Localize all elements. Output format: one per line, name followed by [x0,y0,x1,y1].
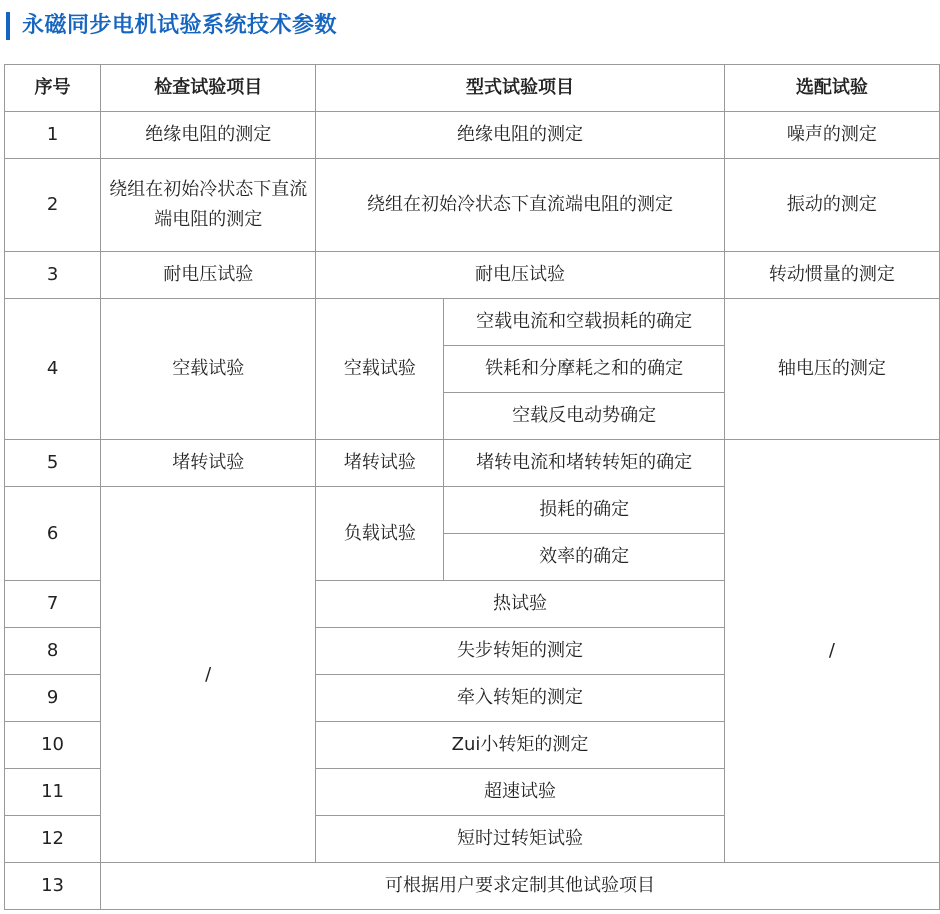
cell-optional-na: / [724,440,939,863]
cell-no: 7 [5,581,101,628]
cell-no: 8 [5,628,101,675]
cell-optional: 轴电压的测定 [724,299,939,440]
table-row [5,252,940,299]
cell-no: 12 [5,816,101,863]
cell-inspection: 空载试验 [101,299,316,440]
cell-no: 2 [5,159,101,252]
cell-inspection: 绝缘电阻的测定 [101,112,316,159]
cell-type-test: 绕组在初始冷状态下直流端电阻的测定 [316,159,724,252]
cell-no: 6 [5,487,101,581]
cell-type-group: 负载试验 [316,487,444,581]
cell-type-test: 失步转矩的测定 [316,628,724,675]
cell-inspection: 绕组在初始冷状态下直流端电阻的测定 [101,159,316,252]
cell-type-sub: 损耗的确定 [444,487,724,534]
cell-no: 3 [5,252,101,299]
header-optional: 选配试验 [724,65,939,112]
cell-type-sub: 空载反电动势确定 [444,393,724,440]
cell-inspection: 耐电压试验 [101,252,316,299]
cell-type-test: 超速试验 [316,769,724,816]
cell-inspection-na: / [101,487,316,863]
header-inspection: 检查试验项目 [101,65,316,112]
cell-merged: 可根据用户要求定制其他试验项目 [101,863,940,910]
cell-no: 10 [5,722,101,769]
table-row [5,112,940,159]
table-row [5,440,940,487]
cell-type-test: 耐电压试验 [316,252,724,299]
header-no: 序号 [5,65,101,112]
cell-type-group: 堵转试验 [316,440,444,487]
cell-type-test: 绝缘电阻的测定 [316,112,724,159]
cell-no: 13 [5,863,101,910]
cell-type-sub: 空载电流和空载损耗的确定 [444,299,724,346]
cell-type-sub: 铁耗和分摩耗之和的确定 [444,346,724,393]
cell-type-test: Zui小转矩的测定 [316,722,724,769]
cell-no: 9 [5,675,101,722]
cell-optional: 转动惯量的测定 [724,252,939,299]
page-title: 永磁同步电机试验系统技术参数 [22,13,338,38]
table-row [5,299,940,346]
header-type-test: 型式试验项目 [316,65,724,112]
cell-optional: 噪声的测定 [724,112,939,159]
cell-type-test: 热试验 [316,581,724,628]
title-accent-bar [6,12,10,40]
cell-no: 5 [5,440,101,487]
spec-table [4,64,940,910]
table-row [5,863,940,910]
cell-optional: 振动的测定 [724,159,939,252]
cell-type-sub: 堵转电流和堵转转矩的确定 [444,440,724,487]
cell-no: 1 [5,112,101,159]
cell-type-test: 牵入转矩的测定 [316,675,724,722]
cell-no: 4 [5,299,101,440]
cell-type-test: 短时过转矩试验 [316,816,724,863]
cell-no: 11 [5,769,101,816]
cell-type-sub: 效率的确定 [444,534,724,581]
table-row [5,159,940,252]
cell-type-group: 空载试验 [316,299,444,440]
table-header-row [5,65,940,112]
cell-inspection: 堵转试验 [101,440,316,487]
